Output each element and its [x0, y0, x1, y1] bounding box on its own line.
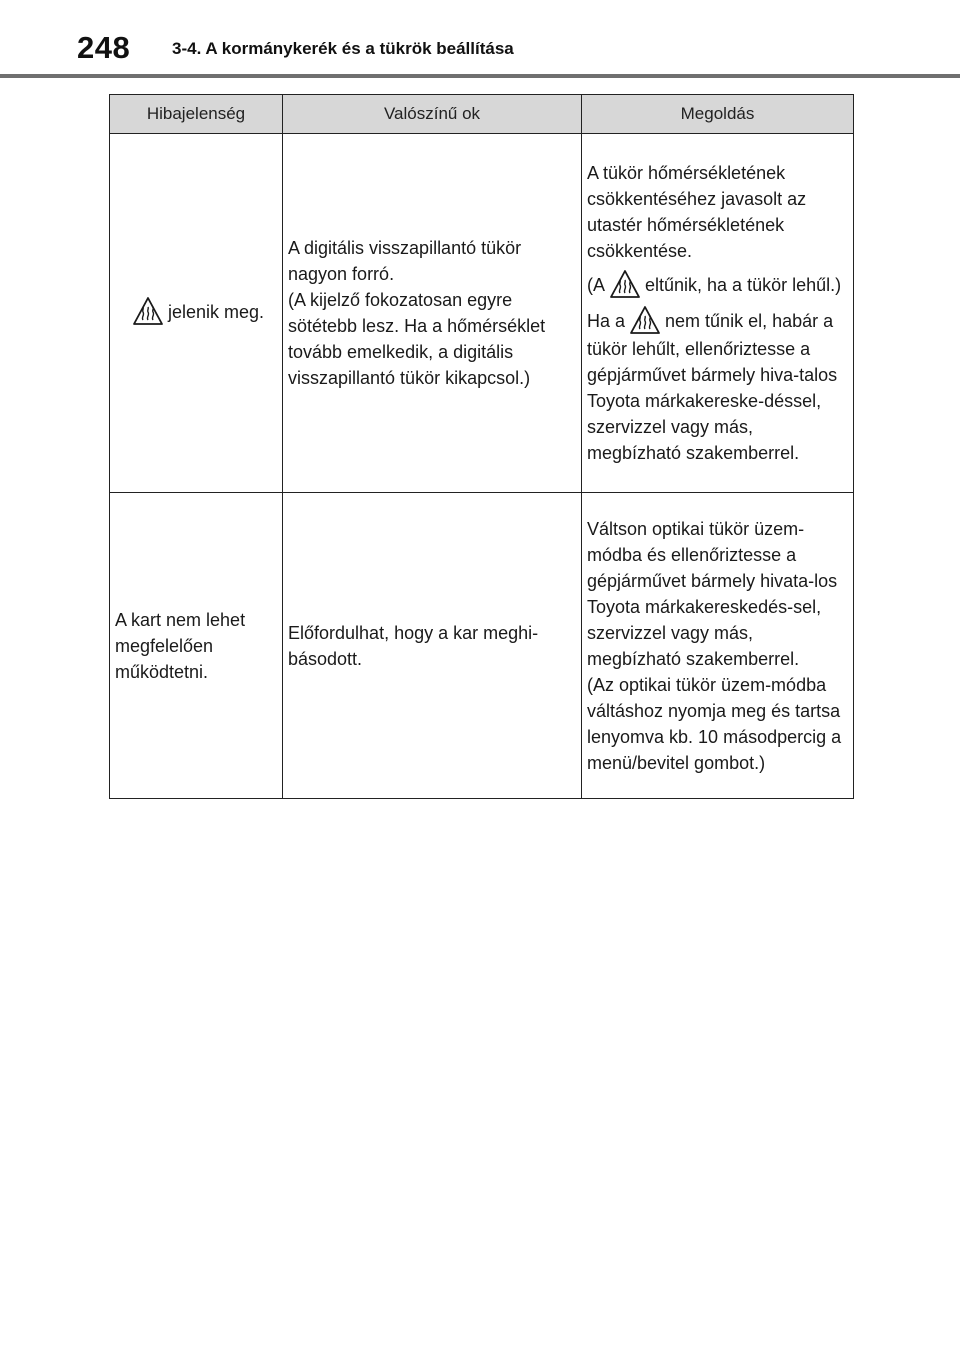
mirror-hot-warning-icon — [132, 295, 164, 327]
page-header — [0, 0, 960, 80]
table-row — [110, 134, 854, 493]
symptom-cell — [110, 493, 283, 799]
column-header-solution: Megoldás — [582, 95, 854, 134]
cause-text: Előfordulhat, hogy a kar meghi-básodott. — [288, 622, 539, 669]
solution-note-prefix: (A — [587, 274, 605, 295]
solution-cell — [582, 134, 854, 493]
section-title: 3-4. A kormánykerék és a tükrök beállítása — [172, 39, 514, 58]
solution-advice-suffix: nem tűnik el, habár a tükör lehűlt, ellenőriztesse a gépjárművet bármely hiva-talos Toyota márkakereske-déssel, szervizzel vagy más, megbízható szakemberrel. — [587, 311, 838, 464]
solution-cell — [582, 493, 854, 799]
solution-advice — [587, 308, 848, 466]
table-header-row — [110, 95, 854, 134]
troubleshooting-table — [109, 94, 854, 799]
solution-note — [587, 272, 848, 300]
column-header-cause: Valószínű ok — [283, 95, 582, 134]
symptom-text: jelenik meg. — [167, 301, 265, 322]
cause-cell — [283, 134, 582, 493]
page-number: 248 — [77, 30, 131, 65]
cause-cell — [283, 493, 582, 799]
mirror-hot-warning-icon — [629, 304, 661, 336]
cause-text: A digitális visszapillantó tükör nagyon forró. — [288, 238, 522, 284]
column-header-symptom: Hibajelenség — [110, 95, 283, 134]
symptom-cell — [110, 134, 283, 493]
solution-advice-prefix: Ha a — [587, 311, 626, 331]
solution-note: (Az optikai tükör üzem-módba váltáshoz nyomja meg és tartsa lenyomva kb. 10 másodpercig a menü/bevitel gombot.) — [587, 674, 842, 773]
solution-text: Váltson optikai tükör üzem-módba és ellenőriztesse a gépjárművet bármely hivata-los Toyota márkakereskedés-sel, szervizzel vagy más, megbízható szakemberrel. — [587, 518, 838, 669]
mirror-hot-warning-icon — [609, 268, 641, 300]
solution-text: A tükör hőmérsékletének csökkentéséhez javasolt az utastér hőmérsékletének csökkentése. — [587, 162, 807, 261]
table-row — [110, 493, 854, 799]
cause-note: (A kijelző fokozatosan egyre sötétebb lesz. Ha a hőmérséklet tovább emelkedik, a digitális visszapillantó tükör kikapcsol.) — [288, 290, 546, 388]
solution-note-suffix: eltűnik, ha a tükör lehűl.) — [645, 274, 842, 295]
symptom-text: A kart nem lehet megfelelően működtetni. — [115, 609, 246, 682]
header-rule — [0, 74, 960, 78]
